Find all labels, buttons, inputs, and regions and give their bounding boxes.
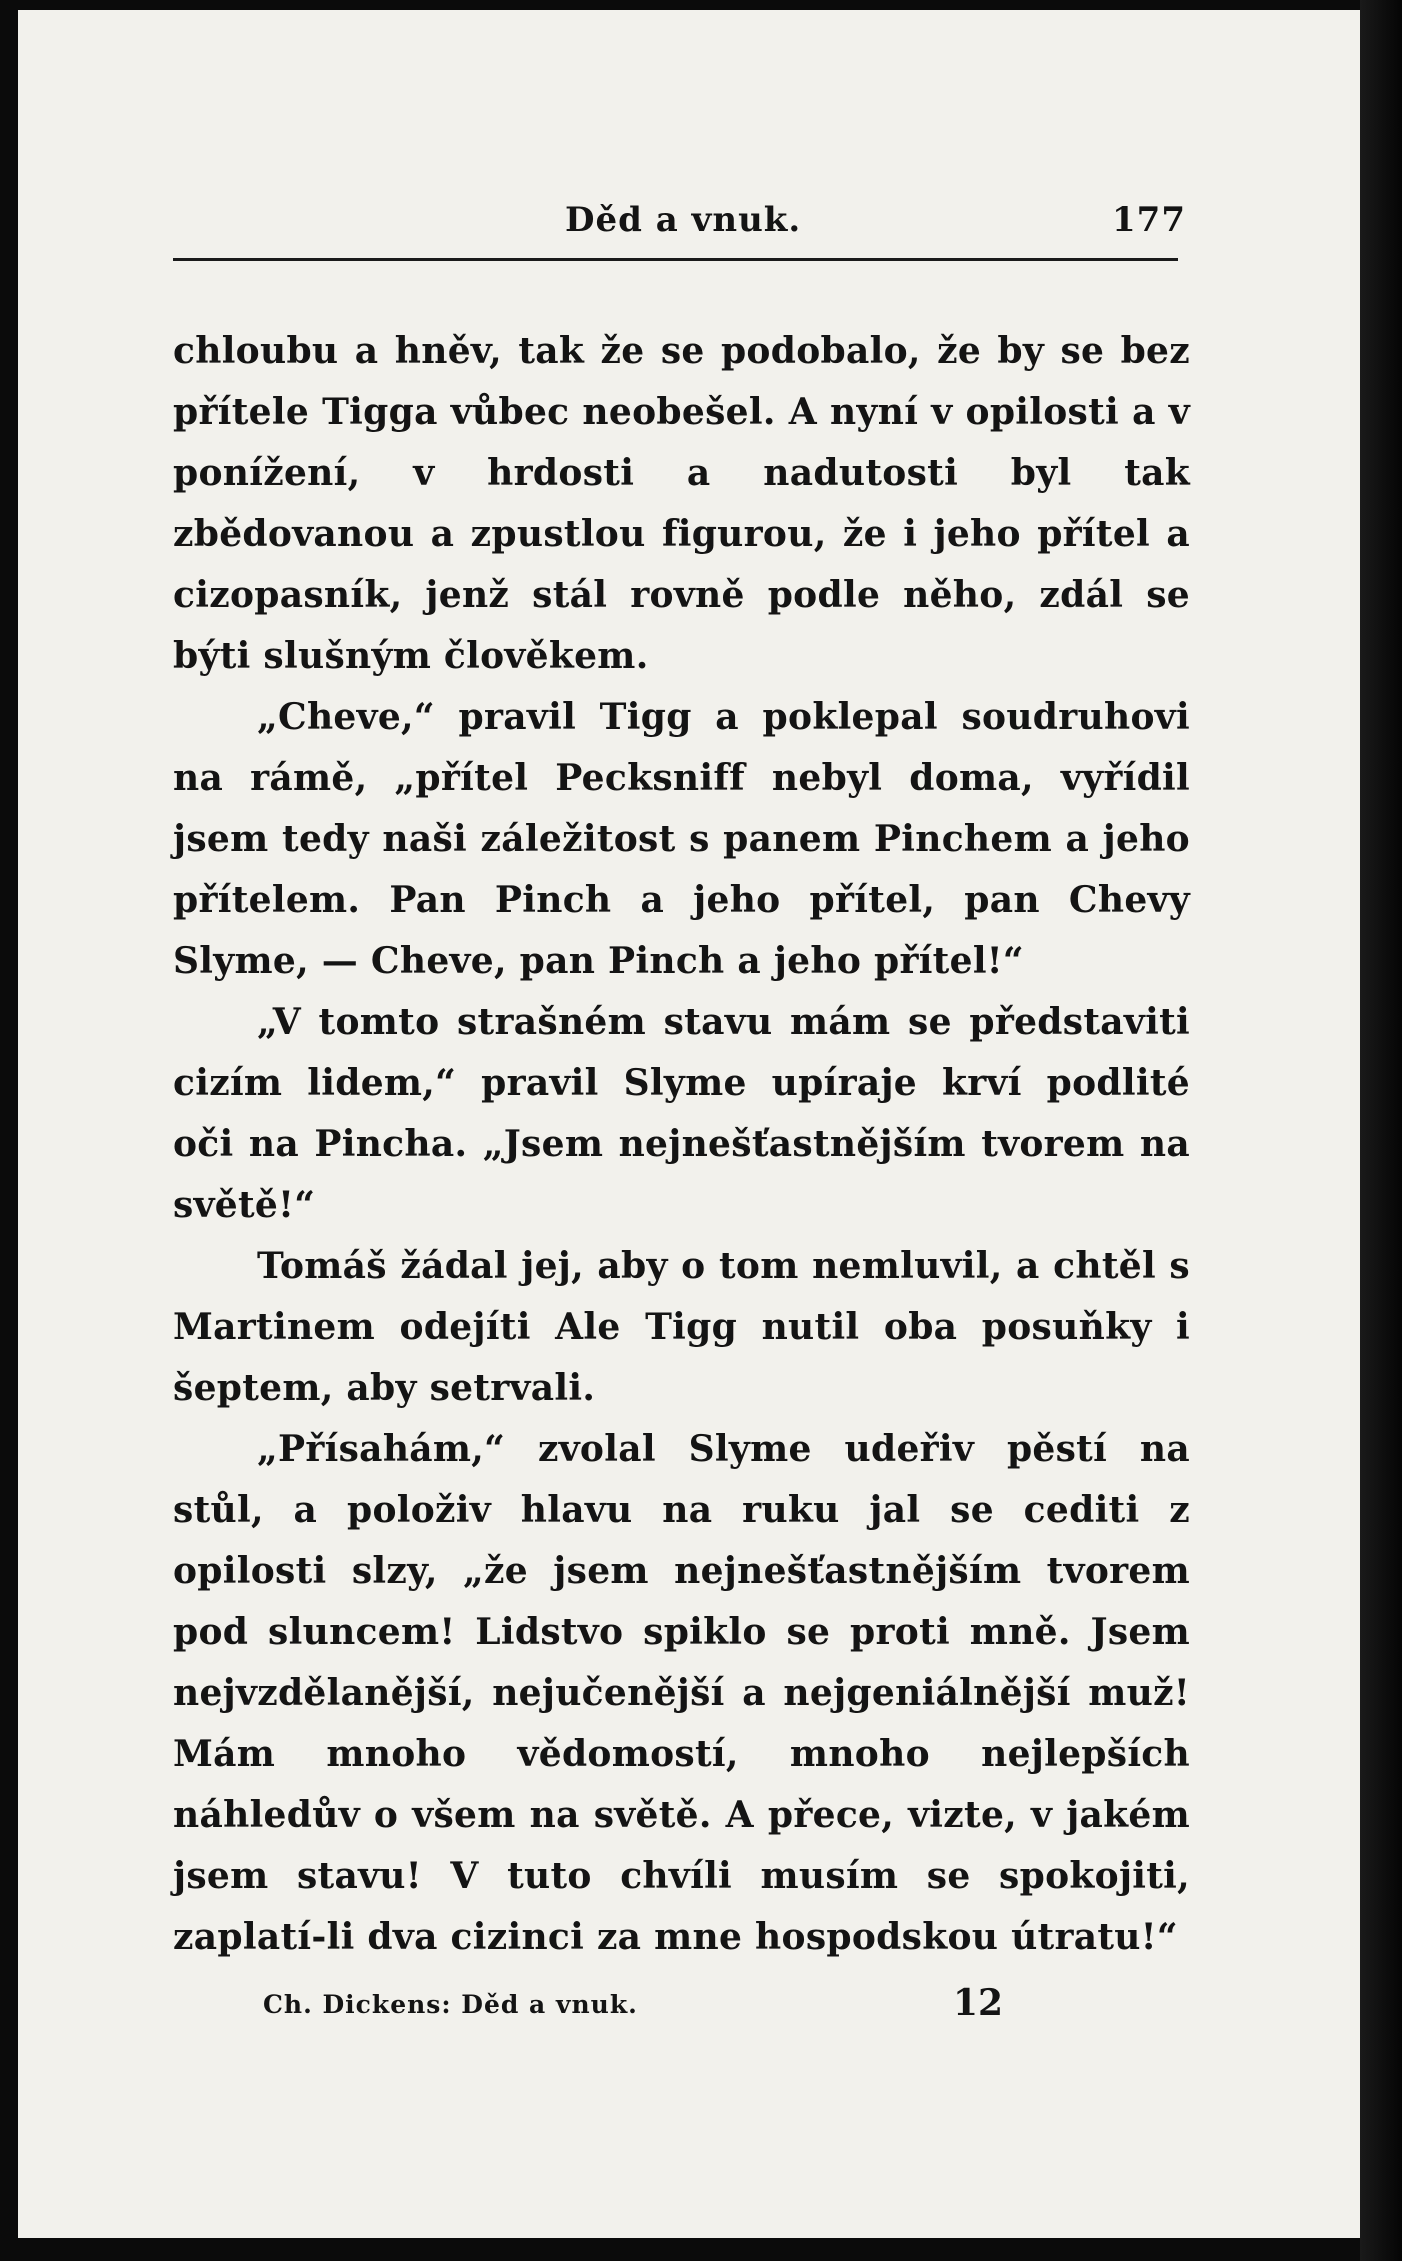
header-rule [173, 258, 1178, 261]
body-text [173, 321, 1190, 1968]
paragraph-2: „Cheve,“ pravil Tigg a poklepal soudruhovi na rámě, „přítel Pecksniff nebyl doma, vyřídil jsem tedy naši záležitost s panem Pinchem a jeho přítelem. Pan Pinch a jeho přítel, pan Chevy Slyme, — Cheve, pan Pinch a jeho přítel!“ [173, 696, 1190, 982]
printer-signature [173, 1978, 1190, 2038]
chapter-title: Děd a vnuk. [565, 200, 802, 240]
page-number: 177 [1112, 200, 1186, 240]
paragraph-5: „Přísahám,“ zvolal Slyme udeřiv pěstí na stůl, a položiv hlavu na ruku jal se cediti z opilosti slzy, „že jsem nejnešťastnějším tvorem pod sluncem! Lidstvo spiklo se proti mně. Jsem nejvzdělanější, nejučenější a nejgeniálnější muž! Mám mnoho vědomostí, mnoho nejlepších náhledův o všem na světě. A přece, vizte, v jakém jsem stavu! V tuto chvíli musím se spokojiti, zaplatí-li dva cizinci za mne hospodskou útratu!“ [173, 1428, 1190, 1958]
paragraph-4: Tomáš žádal jej, aby o tom nemluvil, a chtěl s Martinem odejíti Ale Tigg nutil oba posuňky i šeptem, aby setrvali. [173, 1245, 1190, 1409]
paragraph-3: „V tomto strašném stavu mám se představiti cizím lidem,“ pravil Slyme upíraje krví podlité oči na Pincha. „Jsem nejnešťastnějším tvorem na světě!“ [173, 1001, 1190, 1226]
scan-edge [1360, 0, 1402, 2261]
book-page [173, 180, 1190, 2038]
running-head [173, 180, 1190, 242]
paragraph-1: chloubu a hněv, tak že se podobalo, že by se bez přítele Tigga vůbec neobešel. A nyní v opilosti a v ponížení, v hrdosti a nadutosti byl tak zbědovanou a zpustlou figurou, že i jeho přítel a cizopasník, jenž stál rovně podle něho, zdál se býti slušným člověkem. [173, 330, 1190, 677]
scanned-page [18, 10, 1360, 2238]
signature-number: 12 [953, 1982, 1004, 2024]
signature-text: Ch. Dickens: Děd a vnuk. [263, 1990, 638, 2019]
